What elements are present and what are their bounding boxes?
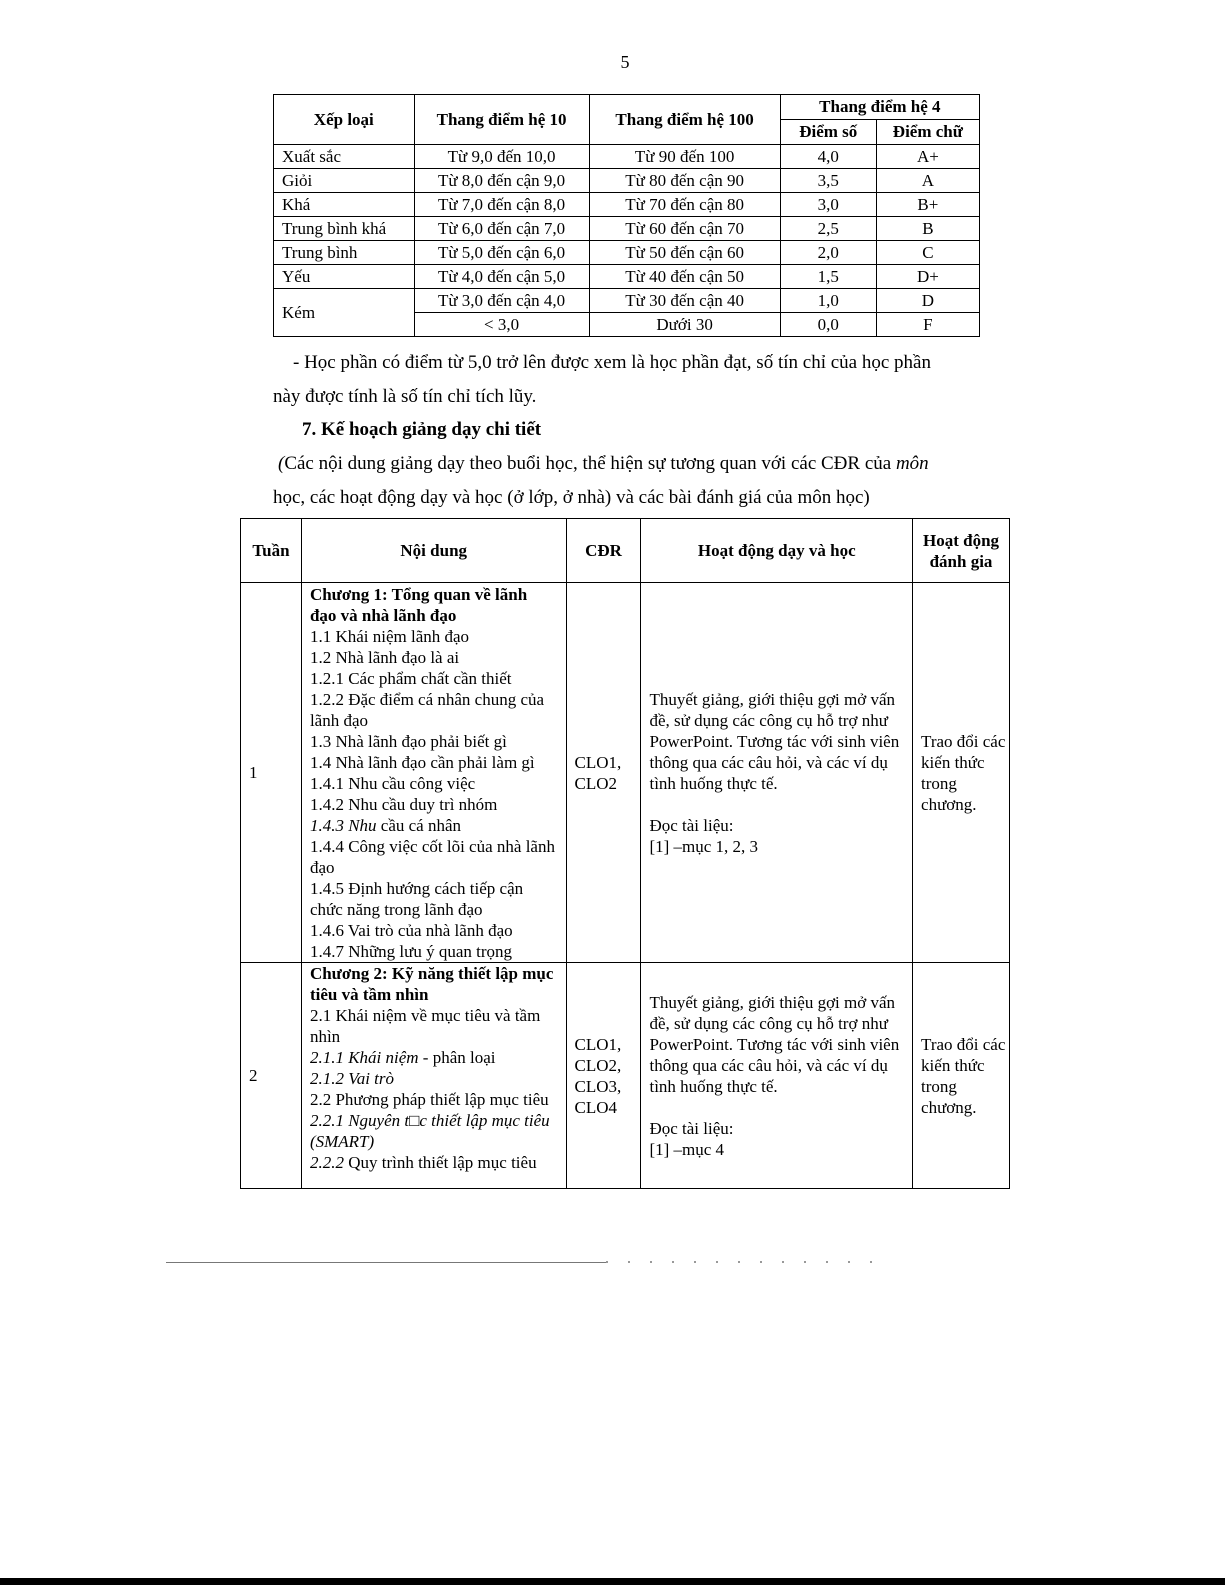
activity-cell [641, 583, 913, 963]
letter-cell: B [876, 217, 979, 241]
chapter-title: Chương 1: Tổng quan về lãnh đạo và nhà lãnh đạo [309, 585, 528, 625]
table-row [241, 583, 1010, 963]
rank-cell: Yếu [274, 265, 415, 289]
header-content: Nội dung [301, 519, 566, 583]
letter-cell: A [876, 169, 979, 193]
content-item: 1.4.6 Vai trò của nhà lãnh đạo [309, 921, 513, 940]
content-item: 1.4.5 Định hướng cách tiếp cận chức năng trong lãnh đạo [309, 879, 524, 919]
reading-ref: [1] –mục 4 [649, 1139, 725, 1159]
scale10-cell: Từ 3,0 đến cận 4,0 [414, 289, 589, 313]
header-scale-4: Thang điểm hệ 4 [780, 95, 979, 120]
score-cell: 3,0 [780, 193, 876, 217]
week-cell: 2 [241, 963, 302, 1189]
header-week: Tuần [241, 519, 302, 583]
scale10-cell: Từ 4,0 đến cận 5,0 [414, 265, 589, 289]
section-heading: 7. Kế hoạch giảng dạy chi tiết [302, 419, 542, 440]
footer-divider [166, 1262, 606, 1263]
header-clo: CĐR [566, 519, 641, 583]
eval-cell: Trao đổi các kiến thức trong chương. [913, 583, 1010, 963]
rank-cell: Trung bình [274, 241, 415, 265]
eval-cell: Trao đổi các kiến thức trong chương. [913, 963, 1010, 1189]
content-item: 1.4.4 Công việc cốt lõi của nhà lãnh đạo [309, 837, 555, 877]
activity-cell [641, 963, 913, 1189]
table-row [274, 289, 980, 313]
content-item [310, 1152, 558, 1173]
chapter-title: Chương 2: Kỹ năng thiết lập mục tiêu và tầm nhìn [309, 964, 554, 1004]
table-row [241, 963, 1010, 1189]
content-item: 1.2.1 Các phẩm chất cần thiết [309, 669, 512, 688]
content-item-rest: cầu cá nhân [376, 816, 462, 835]
content-item: 1.2 Nhà lãnh đạo là ai [309, 648, 460, 667]
activity-text: Thuyết giảng, giới thiệu gợi mở vấn đề, sử dụng các công cụ hỗ trợ như PowerPoint. Tương tác với sinh viên thông qua các câu hỏi, và các ví dụ tình huống thực tế. [649, 992, 900, 1096]
content-item-rest: Quy trình thiết lập mục tiêu [343, 1153, 537, 1172]
clo-cell: CLO1, CLO2 [566, 583, 641, 963]
scale100-cell: Từ 50 đến cận 60 [589, 241, 780, 265]
rank-cell: Trung bình khá [274, 217, 415, 241]
rank-cell: Khá [274, 193, 415, 217]
paragraph-line: học, các hoạt động dạy và học (ở lớp, ở nhà) và các bài đánh giá của môn học) [273, 487, 870, 508]
reading-ref: [1] –mục 1, 2, 3 [649, 836, 759, 856]
week-cell: 1 [241, 583, 302, 963]
reading-label: Đọc tài liệu: [649, 815, 734, 835]
table-row [274, 145, 980, 169]
scale100-cell: Từ 90 đến 100 [589, 145, 780, 169]
content-item: 1.1 Khái niệm lãnh đạo [309, 627, 470, 646]
content-item: 1.2.2 Đặc điểm cá nhân chung của lãnh đạo [309, 690, 545, 730]
activity-text: Thuyết giảng, giới thiệu gợi mở vấn đề, sử dụng các công cụ hỗ trợ như PowerPoint. Tương tác với sinh viên thông qua các câu hỏi, và các ví dụ tình huống thực tế. [649, 689, 900, 793]
content-item: 1.4 Nhà lãnh đạo cần phải làm gì [309, 753, 535, 772]
rank-cell: Giỏi [274, 169, 415, 193]
header-score: Điểm số [780, 120, 876, 145]
letter-cell: B+ [876, 193, 979, 217]
scale10-cell: < 3,0 [414, 313, 589, 337]
score-cell: 1,5 [780, 265, 876, 289]
header-rank: Xếp loại [274, 95, 415, 145]
scale100-cell: Từ 30 đến cận 40 [589, 289, 780, 313]
scale100-cell: Từ 40 đến cận 50 [589, 265, 780, 289]
table-row [274, 169, 980, 193]
scale10-cell: Từ 9,0 đến 10,0 [414, 145, 589, 169]
content-item-italic: 2.1.1 Khái niệm [309, 1048, 419, 1067]
scale10-cell: Từ 8,0 đến cận 9,0 [414, 169, 589, 193]
content-item: 1.4.2 Nhu cầu duy trì nhóm [309, 795, 498, 814]
content-item-italic: 1.4.3 Nhu [309, 816, 377, 835]
header-scale-100: Thang điểm hệ 100 [589, 95, 780, 145]
content-item-rest: - phân loại [418, 1048, 496, 1067]
letter-cell: C [876, 241, 979, 265]
header-scale-10: Thang điểm hệ 10 [414, 95, 589, 145]
teaching-plan-table [240, 518, 1010, 1189]
reading-label: Đọc tài liệu: [649, 1118, 734, 1138]
content-item [310, 1047, 558, 1068]
content-item: 1.3 Nhà lãnh đạo phải biết gì [309, 732, 507, 751]
table-row [274, 217, 980, 241]
score-cell: 1,0 [780, 289, 876, 313]
scale100-cell: Dưới 30 [589, 313, 780, 337]
scale100-cell: Từ 80 đến cận 90 [589, 169, 780, 193]
open-paren: ( [278, 453, 285, 474]
content-item [310, 815, 558, 836]
scale10-cell: Từ 7,0 đến cận 8,0 [414, 193, 589, 217]
description-text: Các nội dung giảng dạy theo buổi học, thể hiện sự tương quan với các CĐR của [284, 453, 896, 474]
content-item: 1.4.7 Những lưu ý quan trọng [309, 942, 513, 961]
content-item: 2.1.2 Vai trò [309, 1069, 394, 1088]
letter-cell: D [876, 289, 979, 313]
letter-cell: F [876, 313, 979, 337]
score-cell: 2,5 [780, 217, 876, 241]
scale100-cell: Từ 70 đến cận 80 [589, 193, 780, 217]
content-cell [301, 583, 566, 963]
header-activity: Hoạt động dạy và học [641, 519, 913, 583]
passing-grade-paragraph [273, 346, 988, 414]
letter-cell: A+ [876, 145, 979, 169]
header-letter: Điểm chữ [876, 120, 979, 145]
content-item: 2.2 Phương pháp thiết lập mục tiêu [309, 1090, 549, 1109]
content-item-italic: 2.2.2 [309, 1153, 344, 1172]
table-row [274, 265, 980, 289]
paragraph-line: - Học phần có điểm từ 5,0 trở lên được xem là học phần đạt, số tín chỉ của học phần [293, 352, 931, 373]
rank-cell: Xuất sắc [274, 145, 415, 169]
content-item: 1.4.1 Nhu cầu công việc [309, 774, 476, 793]
footer-dotted-line [606, 1261, 876, 1263]
scale10-cell: Từ 6,0 đến cận 7,0 [414, 217, 589, 241]
clo-cell: CLO1, CLO2, CLO3, CLO4 [566, 963, 641, 1189]
page-number: 5 [620, 52, 630, 72]
paragraph-line: này được tính là số tín chỉ tích lũy. [273, 386, 537, 407]
header-eval: Hoạt động đánh gia [913, 519, 1010, 583]
content-item: 2.2.1 Nguyên t□c thiết lập mục tiêu (SMART) [309, 1111, 550, 1151]
description-italic: môn [895, 453, 929, 474]
table-row [274, 241, 980, 265]
page-bottom-bar [0, 1578, 1225, 1585]
grading-scale-table [273, 94, 980, 337]
scale100-cell: Từ 60 đến cận 70 [589, 217, 780, 241]
rank-cell: Kém [274, 289, 415, 337]
content-cell [301, 963, 566, 1189]
letter-cell: D+ [876, 265, 979, 289]
scale10-cell: Từ 5,0 đến cận 6,0 [414, 241, 589, 265]
section-description [273, 447, 988, 515]
score-cell: 0,0 [780, 313, 876, 337]
score-cell: 3,5 [780, 169, 876, 193]
content-item: 2.1 Khái niệm về mục tiêu và tầm nhìn [309, 1006, 541, 1046]
score-cell: 4,0 [780, 145, 876, 169]
table-row [274, 193, 980, 217]
score-cell: 2,0 [780, 241, 876, 265]
